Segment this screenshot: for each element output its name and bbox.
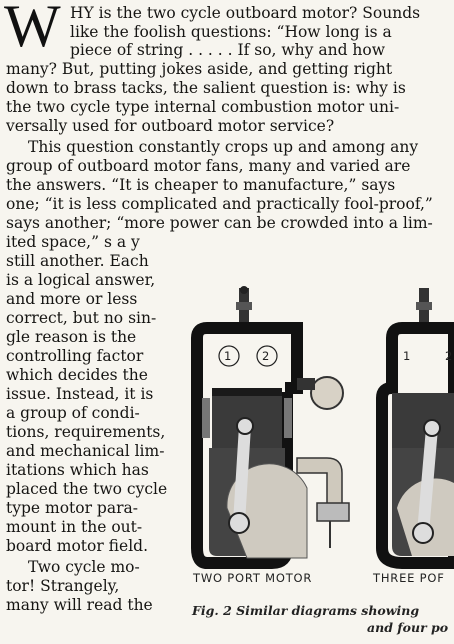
article-line: issue. Instead, it is <box>6 385 154 403</box>
article-line: mount in the out- <box>6 518 143 536</box>
article-line: many will read the <box>6 596 153 614</box>
port-number-1-right: 1 <box>403 349 412 363</box>
figure-caption-line-2: and four po <box>367 620 449 635</box>
article-line: versally used for outboard motor service? <box>6 117 335 135</box>
article-line: down to brass tacks, the salient question is: why is <box>6 79 406 97</box>
article-line: the two cycle type internal combustion motor uni- <box>6 98 400 116</box>
three-port-motor-diagram <box>382 288 454 563</box>
article-line: many? But, putting jokes aside, and getting right <box>6 60 393 78</box>
port-number-2: 2 <box>262 349 271 363</box>
article-line: one; “it is less complicated and practically fool-proof,” <box>6 195 433 213</box>
article-line: type motor para- <box>6 499 138 517</box>
article-line: a group of condi- <box>6 404 140 422</box>
article-line: is a logical answer, <box>6 271 156 289</box>
article-line: placed the two cycle <box>6 480 168 498</box>
drop-cap: W <box>4 0 61 59</box>
article-line: itations which has <box>6 461 149 479</box>
article-line: group of outboard motor fans, many and varied are <box>6 157 411 175</box>
article-line: correct, but no sin- <box>6 309 157 327</box>
article-line: and mechanical lim- <box>6 442 165 460</box>
article-line: Two cycle mo- <box>28 558 140 576</box>
two-port-motor-diagram <box>197 286 349 563</box>
article-line: This question constantly crops up and among any <box>28 138 419 156</box>
article-line: tions, requirements, <box>6 423 166 441</box>
port-number-2-right: 2 <box>445 349 454 363</box>
article-line: ited space,” s a y <box>6 233 140 251</box>
article-line: HY is the two cycle outboard motor? Sounds <box>70 4 421 22</box>
two-port-motor-label: TWO PORT MOTOR <box>193 571 313 585</box>
engine-diagram-figure <box>187 258 454 640</box>
article-line: gle reason is the <box>6 328 137 346</box>
article-line: which decides the <box>6 366 148 384</box>
article-line: piece of string . . . . . If so, why and how <box>70 41 385 59</box>
article-line: board motor field. <box>6 537 148 555</box>
article-line: like the foolish questions: “How long is a <box>70 23 392 41</box>
article-line: the answers. “It is cheaper to manufacture,” says <box>6 176 396 194</box>
port-number-1: 1 <box>224 349 233 363</box>
article-line: tor! Strangely, <box>6 577 120 595</box>
article-line: still another. Each <box>6 252 149 270</box>
article-line: and more or less <box>6 290 138 308</box>
article-line: controlling factor <box>6 347 144 365</box>
article-line: says another; “more power can be crowded into a lim- <box>6 214 433 232</box>
three-port-motor-label: THREE POF <box>373 571 445 585</box>
figure-caption-line-1: Fig. 2 Similar diagrams showing <box>192 603 420 618</box>
